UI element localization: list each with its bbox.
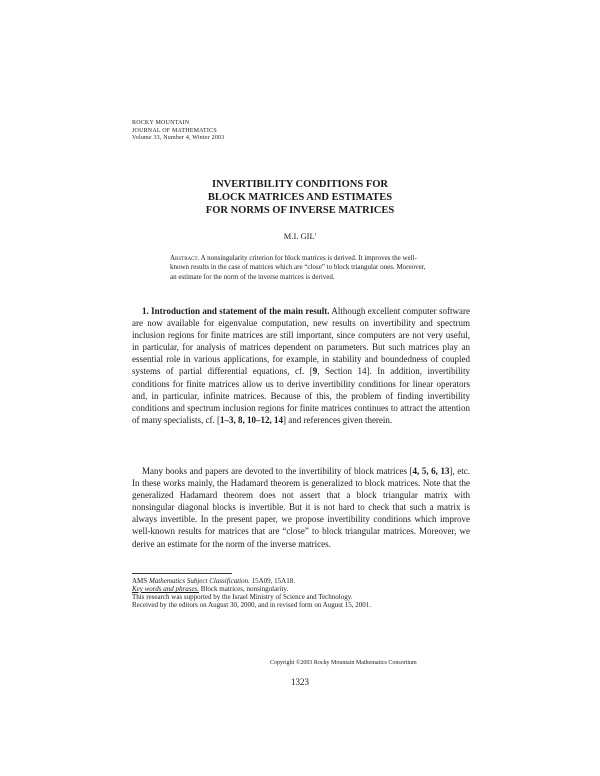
keywords-text: Block matrices, nonsingularity.	[199, 585, 289, 593]
citation-link[interactable]: 4, 5, 6, 13	[412, 466, 450, 476]
paper-title	[0, 178, 600, 217]
received-note: Received by the editors on August 30, 2000, and in revised form on August 15, 2001.	[132, 601, 371, 609]
copyright: Copyright ©2003 Rocky Mountain Mathematics Consortium	[270, 660, 417, 666]
abstract-label: Abstract.	[170, 254, 200, 262]
ams-codes: 15A09, 15A18.	[249, 577, 295, 585]
journal-volume: Volume 33, Number 4, Winter 2003	[132, 135, 225, 141]
intro-paragraph-2	[132, 465, 470, 550]
ams-label: Mathematics Subject Classification.	[148, 577, 250, 585]
ams-classification	[132, 577, 394, 585]
journal-name-line1: ROCKY MOUNTAIN	[132, 120, 190, 126]
intro-paragraph-1	[132, 305, 470, 426]
p1-text-b: , Section 14]. In addition, invertibility conditions for finite matrices allow us to derive invertibility conditions for linear operators and, in particular, infinite matrices. Because of this, the problem of finding invertibility conditions and spectrum inclusion regions for finite matrices continues to attract the attention of many specialists, cf. [	[132, 366, 470, 425]
footnotes	[132, 577, 394, 609]
keywords	[132, 585, 394, 593]
keywords-label: Key words and phrases.	[132, 585, 200, 593]
footnote-divider	[132, 573, 232, 574]
title-line2: BLOCK MATRICES AND ESTIMATES	[207, 192, 393, 203]
p2-text-b: ], etc. In these works mainly, the Hadamard theorem is generalized to block matrices. Note that the generalized Hadamard theorem does not assert that a block triangular matrix with nonsingular diagonal blocks is invertible. But it is not hard to check that such a matrix is always invertible. In the present paper, we propose invertibility conditions which improve well-known results for matrices that are “close” to block triangular matrices. Moreover, we derive an estimate for the norm of the inverse matrices.	[132, 466, 470, 549]
title-line3: FOR NORMS OF INVERSE MATRICES	[205, 205, 395, 216]
ams-prefix: AMS	[132, 577, 149, 585]
citation-link[interactable]: 1–3, 8, 10–12, 14	[219, 414, 283, 425]
p2-text-a: Many books and papers are devoted to the invertibility of block matrices [	[142, 466, 413, 476]
journal-header	[132, 120, 224, 143]
citation-link[interactable]: 9	[312, 366, 318, 377]
journal-name-line2: JOURNAL OF MATHEMATICS	[132, 127, 217, 134]
title-line1: INVERTIBILITY CONDITIONS FOR	[211, 179, 389, 190]
section-heading: 1. Introduction and statement of the main result.	[142, 306, 330, 316]
author: M.I. GIL'	[283, 231, 317, 241]
abstract	[170, 254, 432, 282]
support-note: This research was supported by the Israel Ministry of Science and Technology.	[132, 593, 353, 601]
p1-text-c: ] and references given therein.	[282, 414, 393, 425]
p1-text-a: Although excellent computer software are now available for eigenvalue computation, new results on invertibility and spectrum inclusion regions for finite matrices are still important, since computers are not very useful, in particular, for analysis of matrices dependent on parameters. But such matrices play an essential role in various applications, for example, in stability and boundedness of coupled systems of partial differential equations, cf. [	[132, 306, 470, 377]
page-number: 1323	[291, 677, 309, 687]
abstract-text: A nonsingularity criterion for block matrices is derived. It improves the well-known results in the case of matrices which are “close” to block triangular ones. Moreover, an estimate for the norm of the inverse matrices is derived.	[170, 254, 426, 281]
